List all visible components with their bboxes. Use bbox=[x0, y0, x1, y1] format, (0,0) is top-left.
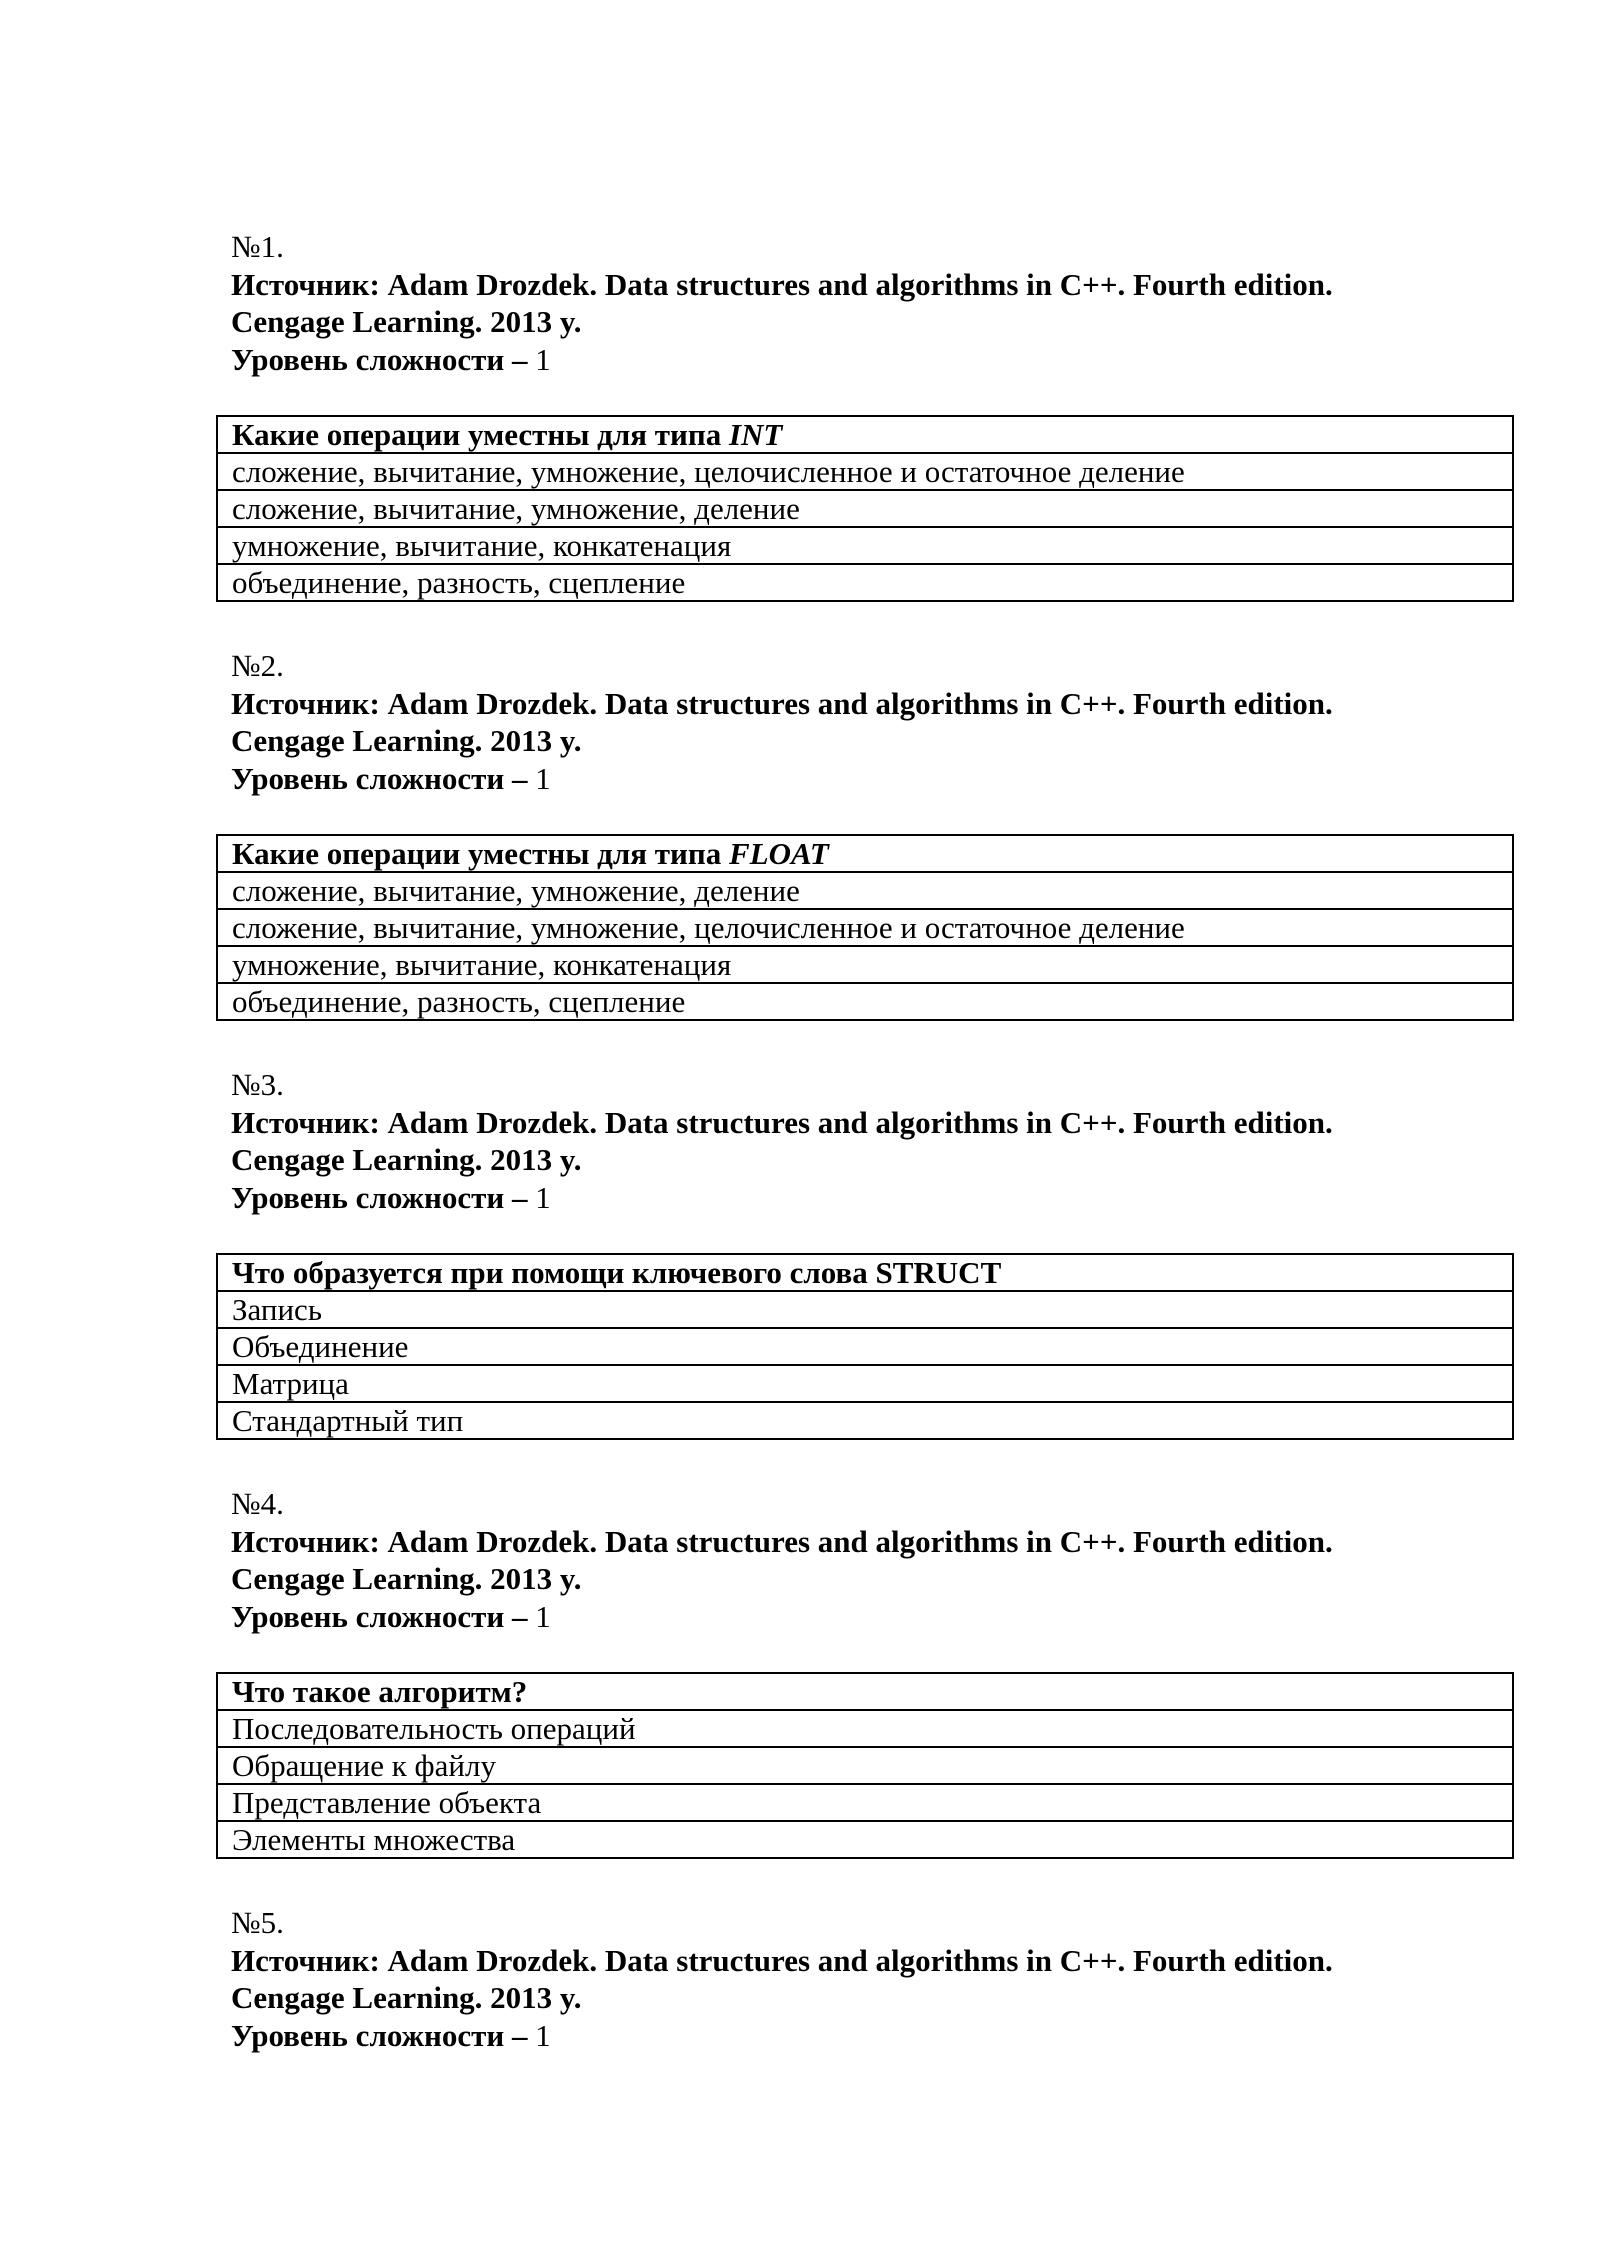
difficulty-line bbox=[216, 2017, 1516, 2055]
question-block bbox=[216, 647, 1516, 1021]
answer-table bbox=[216, 1672, 1514, 1859]
answer-row bbox=[217, 1784, 1513, 1821]
answer-row bbox=[217, 1365, 1513, 1402]
answer-option: Представление объекта bbox=[217, 1784, 1513, 1821]
answer-row bbox=[217, 1402, 1513, 1439]
difficulty-label: Уровень сложности – bbox=[231, 1179, 528, 1215]
source-publisher: Cengage Learning. 2013 y. bbox=[231, 1142, 582, 1177]
question-block bbox=[216, 1066, 1516, 1440]
question-row bbox=[217, 416, 1513, 453]
question-block bbox=[216, 1904, 1516, 2054]
source-line bbox=[216, 1104, 1516, 1142]
source-publisher: Cengage Learning. 2013 y. bbox=[231, 723, 582, 758]
source-line bbox=[216, 1523, 1516, 1561]
question-text: Что образуется при помощи ключевого слова STRUCT bbox=[232, 1255, 1002, 1290]
source-text: Adam Drozdek. Data structures and algorithms in C++. Fourth edition. bbox=[387, 1104, 1333, 1140]
question-cell bbox=[217, 1254, 1513, 1291]
answer-row bbox=[217, 1710, 1513, 1747]
source-text: Adam Drozdek. Data structures and algorithms in C++. Fourth edition. bbox=[387, 266, 1333, 302]
source-publisher: Cengage Learning. 2013 y. bbox=[231, 304, 582, 339]
question-number: №2. bbox=[231, 648, 284, 683]
answer-option: Стандартный тип bbox=[217, 1402, 1513, 1439]
difficulty-label: Уровень сложности – bbox=[231, 1598, 528, 1634]
question-cell bbox=[217, 1673, 1513, 1710]
answer-option: Элементы множества bbox=[217, 1821, 1513, 1858]
difficulty-value: 1 bbox=[535, 2017, 551, 2053]
question-number: №3. bbox=[231, 1067, 284, 1102]
answer-row bbox=[217, 946, 1513, 983]
answer-option: Последовательность операций bbox=[217, 1710, 1513, 1747]
question-row bbox=[217, 835, 1513, 872]
answer-option: Обращение к файлу bbox=[217, 1747, 1513, 1784]
question-cell bbox=[217, 416, 1513, 453]
difficulty-value: 1 bbox=[535, 1598, 551, 1634]
answer-option: Запись bbox=[217, 1291, 1513, 1328]
answer-option: сложение, вычитание, умножение, деление bbox=[217, 872, 1513, 909]
question-number: №1. bbox=[231, 229, 284, 264]
source-label: Источник: bbox=[231, 685, 380, 721]
source-publisher: Cengage Learning. 2013 y. bbox=[231, 1561, 582, 1596]
answer-option: умножение, вычитание, конкатенация bbox=[217, 946, 1513, 983]
answer-row bbox=[217, 872, 1513, 909]
difficulty-line bbox=[216, 760, 1516, 798]
answer-option: сложение, вычитание, умножение, целочисленное и остаточное деление bbox=[217, 453, 1513, 490]
difficulty-line bbox=[216, 341, 1516, 379]
source-text: Adam Drozdek. Data structures and algorithms in C++. Fourth edition. bbox=[387, 685, 1333, 721]
answer-option: умножение, вычитание, конкатенация bbox=[217, 527, 1513, 564]
answer-table bbox=[216, 834, 1514, 1021]
answer-row bbox=[217, 1747, 1513, 1784]
answer-option: объединение, разность, сцепление bbox=[217, 983, 1513, 1020]
source-publisher: Cengage Learning. 2013 y. bbox=[231, 1980, 582, 2015]
question-number: №4. bbox=[231, 1486, 284, 1521]
question-row bbox=[217, 1254, 1513, 1291]
answer-option: Матрица bbox=[217, 1365, 1513, 1402]
difficulty-label: Уровень сложности – bbox=[231, 760, 528, 796]
source-text: Adam Drozdek. Data structures and algorithms in C++. Fourth edition. bbox=[387, 1523, 1333, 1559]
question-text: Что такое алгоритм? bbox=[232, 1674, 528, 1709]
source-line bbox=[216, 266, 1516, 304]
question-term: FLOAT bbox=[728, 836, 829, 871]
answer-option: сложение, вычитание, умножение, деление bbox=[217, 490, 1513, 527]
difficulty-line bbox=[216, 1598, 1516, 1636]
difficulty-line bbox=[216, 1179, 1516, 1217]
difficulty-value: 1 bbox=[535, 1179, 551, 1215]
answer-table bbox=[216, 1253, 1514, 1440]
question-block bbox=[216, 1485, 1516, 1859]
question-block bbox=[216, 228, 1516, 602]
answer-row bbox=[217, 1821, 1513, 1858]
source-label: Источник: bbox=[231, 1523, 380, 1559]
source-text: Adam Drozdek. Data structures and algorithms in C++. Fourth edition. bbox=[387, 1942, 1333, 1978]
question-row bbox=[217, 1673, 1513, 1710]
source-line bbox=[216, 685, 1516, 723]
answer-table bbox=[216, 415, 1514, 602]
answer-option: Объединение bbox=[217, 1328, 1513, 1365]
answer-row bbox=[217, 490, 1513, 527]
answer-row bbox=[217, 909, 1513, 946]
question-text: Какие операции уместны для типа bbox=[232, 417, 729, 452]
difficulty-value: 1 bbox=[535, 341, 551, 377]
source-label: Источник: bbox=[231, 266, 380, 302]
answer-row bbox=[217, 564, 1513, 601]
difficulty-value: 1 bbox=[535, 760, 551, 796]
source-label: Источник: bbox=[231, 1942, 380, 1978]
answer-row bbox=[217, 527, 1513, 564]
difficulty-label: Уровень сложности – bbox=[231, 341, 528, 377]
answer-row bbox=[217, 1328, 1513, 1365]
difficulty-label: Уровень сложности – bbox=[231, 2017, 528, 2053]
answer-row bbox=[217, 1291, 1513, 1328]
answer-option: объединение, разность, сцепление bbox=[217, 564, 1513, 601]
question-term: INT bbox=[728, 417, 783, 452]
answer-row bbox=[217, 453, 1513, 490]
question-text: Какие операции уместны для типа bbox=[232, 836, 729, 871]
question-number: №5. bbox=[231, 1905, 284, 1940]
answer-option: сложение, вычитание, умножение, целочисленное и остаточное деление bbox=[217, 909, 1513, 946]
question-cell bbox=[217, 835, 1513, 872]
source-label: Источник: bbox=[231, 1104, 380, 1140]
answer-row bbox=[217, 983, 1513, 1020]
source-line bbox=[216, 1942, 1516, 1980]
